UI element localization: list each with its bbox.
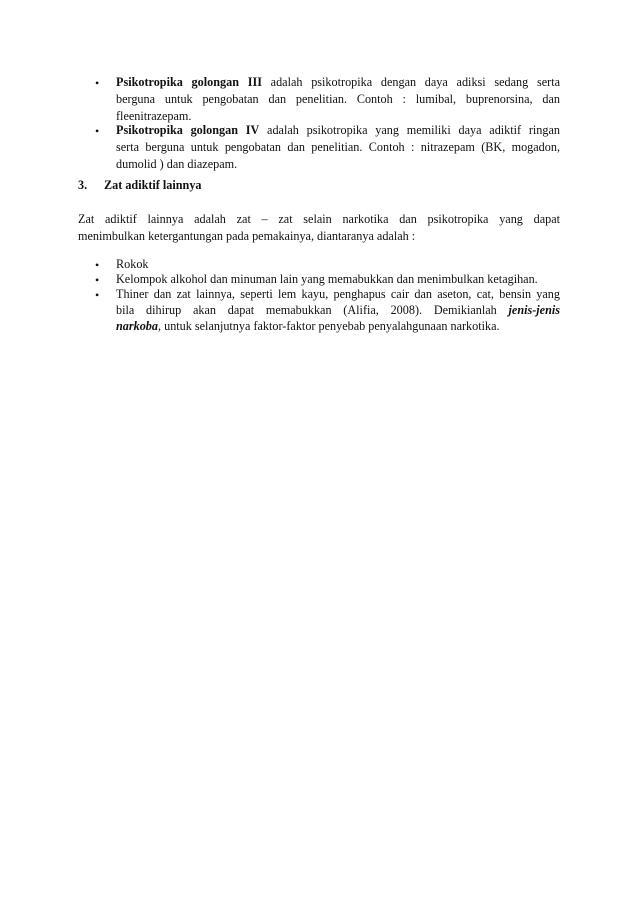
bullet-icon: • <box>95 76 100 90</box>
bold-term: Psikotropika golongan III <box>116 75 262 89</box>
list-item-line: Rokok <box>116 257 149 271</box>
bullet-icon: • <box>95 273 100 287</box>
section-heading <box>78 178 202 193</box>
list-item-line: bila dihirup akan dapat memabukkan (Alifia, 2008). Demikianlah jenis-jenis <box>116 303 560 317</box>
paragraph-line: Zat adiktif lainnya adalah zat – zat selain narkotika dan psikotropika yang dapat <box>78 212 560 226</box>
paragraph-line: menimbulkan ketergantungan pada pemakainya, diantaranya adalah : <box>78 229 416 243</box>
list-item-line: Psikotropika golongan IV adalah psikotropika yang memiliki daya adiktif ringan <box>116 123 560 137</box>
section-number: 3. <box>78 178 88 192</box>
bullet-icon: • <box>95 288 100 302</box>
list-item-line: narkoba, untuk selanjutnya faktor-faktor penyebab penyalahgunaan narkotika. <box>116 319 500 333</box>
list-item-line: dumolid ) dan diazepam. <box>116 157 238 171</box>
bold-term: Psikotropika golongan IV <box>116 123 260 137</box>
list-item-line: Thiner dan zat lainnya, seperti lem kayu, penghapus cair dan aseton, cat, bensin yang <box>116 287 560 301</box>
emphasis-term: jenis-jenis <box>508 303 560 317</box>
bullet-icon: • <box>95 124 100 138</box>
list-item-line: serta berguna untuk pengobatan dan penelitian. Contoh : nitrazepam (BK, mogadon, <box>116 140 560 154</box>
bullet-icon: • <box>95 258 100 272</box>
list-item-line: fleenitrazepam. <box>116 109 192 123</box>
list-item-line: Psikotropika golongan III adalah psikotropika dengan daya adiksi sedang serta <box>116 75 560 89</box>
emphasis-term: narkoba <box>116 319 158 333</box>
section-title: Zat adiktif lainnya <box>104 178 202 192</box>
list-item-line: berguna untuk pengobatan dan penelitian. Contoh : lumibal, buprenorsina, dan <box>116 92 560 106</box>
list-item-line: Kelompok alkohol dan minuman lain yang memabukkan dan menimbulkan ketagihan. <box>116 272 538 286</box>
